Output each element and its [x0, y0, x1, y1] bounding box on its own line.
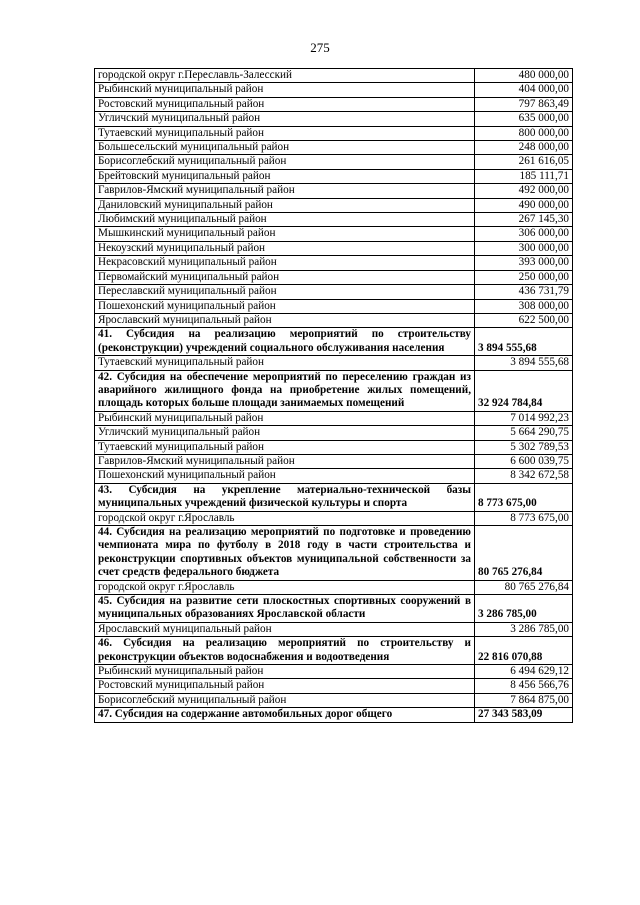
table-row	[95, 83, 573, 97]
district-amount: 308 000,00	[475, 299, 573, 313]
subsidy-total-amount: 3 286 785,00	[475, 595, 573, 623]
table-row	[95, 285, 573, 299]
district-amount: 3 286 785,00	[475, 622, 573, 636]
table-row	[95, 112, 573, 126]
district-name: Борисоглебский муниципальный район	[95, 693, 475, 707]
district-amount: 6 600 039,75	[475, 454, 573, 468]
district-name: Первомайский муниципальный район	[95, 270, 475, 284]
district-amount: 492 000,00	[475, 184, 573, 198]
table-row	[95, 126, 573, 140]
table-row	[95, 665, 573, 679]
subsidy-total-amount: 80 765 276,84	[475, 526, 573, 581]
table-row	[95, 679, 573, 693]
district-name: Угличский муниципальный район	[95, 112, 475, 126]
district-name: Рыбинский муниципальный район	[95, 665, 475, 679]
table-row	[95, 622, 573, 636]
table-row	[95, 440, 573, 454]
district-name: Даниловский муниципальный район	[95, 198, 475, 212]
district-amount: 300 000,00	[475, 241, 573, 255]
table-row	[95, 241, 573, 255]
district-name: Борисоглебский муниципальный район	[95, 155, 475, 169]
district-name: Пошехонский муниципальный район	[95, 469, 475, 483]
subsidy-total-amount: 22 816 070,88	[475, 637, 573, 665]
district-name: Тутаевский муниципальный район	[95, 440, 475, 454]
district-amount: 7 864 875,00	[475, 693, 573, 707]
subsidy-title: 47. Субсидия на содержание автомобильных дорог общего	[95, 708, 475, 722]
subsidy-header-row	[95, 483, 573, 511]
table-row	[95, 141, 573, 155]
district-amount: 404 000,00	[475, 83, 573, 97]
district-amount: 8 773 675,00	[475, 511, 573, 525]
district-amount: 800 000,00	[475, 126, 573, 140]
table-row	[95, 356, 573, 370]
district-name: Любимский муниципальный район	[95, 213, 475, 227]
subsidy-total-amount: 32 924 784,84	[475, 370, 573, 411]
district-amount: 250 000,00	[475, 270, 573, 284]
district-amount: 261 616,05	[475, 155, 573, 169]
subsidy-title: 41. Субсидия на реализацию мероприятий по строительству (реконструкции) учреждений социального обслуживания населения	[95, 328, 475, 356]
subsidy-header-row	[95, 708, 573, 722]
district-name: Брейтовский муниципальный район	[95, 169, 475, 183]
table-row	[95, 454, 573, 468]
table-row	[95, 155, 573, 169]
subsidy-title: 42. Субсидия на обеспечение мероприятий по переселению граждан из аварийного жилищного фонда на приобретение жилых помещений, площадь которых больше площади занимаемых помещений	[95, 370, 475, 411]
subsidy-header-row	[95, 595, 573, 623]
subsidy-title: 45. Субсидия на развитие сети плоскостных спортивных сооружений в муниципальных образованиях Ярославской области	[95, 595, 475, 623]
table-row	[95, 198, 573, 212]
district-amount: 248 000,00	[475, 141, 573, 155]
district-name: городской округ г.Ярославль	[95, 580, 475, 594]
district-name: Гаврилов-Ямский муниципальный район	[95, 184, 475, 198]
subsidy-title: 46. Субсидия на реализацию мероприятий по строительству и реконструкции объектов водоснабжения и водоотведения	[95, 637, 475, 665]
district-name: Тутаевский муниципальный район	[95, 126, 475, 140]
subsidy-header-row	[95, 328, 573, 356]
page-number: 275	[310, 40, 330, 55]
subsidy-header-row	[95, 637, 573, 665]
table-row	[95, 256, 573, 270]
table-row	[95, 169, 573, 183]
table-row	[95, 469, 573, 483]
district-amount: 797 863,49	[475, 97, 573, 111]
table-row	[95, 313, 573, 327]
district-name: Рыбинский муниципальный район	[95, 83, 475, 97]
district-name: Угличский муниципальный район	[95, 426, 475, 440]
district-name: Ярославский муниципальный район	[95, 622, 475, 636]
district-name: городской округ г.Ярославль	[95, 511, 475, 525]
district-amount: 393 000,00	[475, 256, 573, 270]
district-amount: 5 302 789,53	[475, 440, 573, 454]
district-amount: 635 000,00	[475, 112, 573, 126]
district-amount: 6 494 629,12	[475, 665, 573, 679]
table-row	[95, 69, 573, 83]
district-name: Некрасовский муниципальный район	[95, 256, 475, 270]
district-amount: 7 014 992,23	[475, 411, 573, 425]
subsidy-header-row	[95, 370, 573, 411]
table-row	[95, 270, 573, 284]
subsidy-header-row	[95, 526, 573, 581]
table-row	[95, 693, 573, 707]
table-row	[95, 299, 573, 313]
table-row	[95, 184, 573, 198]
subsidy-title: 44. Субсидия на реализацию мероприятий по подготовке и проведению чемпионата мира по футболу в 2018 году в части строительства и реконструкции спортивных объектов муниципальной собственности за счет средств федерального бюджета	[95, 526, 475, 581]
district-name: Ростовский муниципальный район	[95, 97, 475, 111]
table-row	[95, 227, 573, 241]
district-name: Тутаевский муниципальный район	[95, 356, 475, 370]
district-amount: 436 731,79	[475, 285, 573, 299]
district-name: Некоузский муниципальный район	[95, 241, 475, 255]
district-name: Гаврилов-Ямский муниципальный район	[95, 454, 475, 468]
subsidy-total-amount: 8 773 675,00	[475, 483, 573, 511]
district-amount: 480 000,00	[475, 69, 573, 83]
district-name: Мышкинский муниципальный район	[95, 227, 475, 241]
district-amount: 267 145,30	[475, 213, 573, 227]
district-name: Пошехонский муниципальный район	[95, 299, 475, 313]
district-amount: 8 342 672,58	[475, 469, 573, 483]
table-row	[95, 97, 573, 111]
subsidy-title: 43. Субсидия на укрепление материально-технической базы муниципальных учреждений физической культуры и спорта	[95, 483, 475, 511]
subsidy-total-amount: 27 343 583,09	[475, 708, 573, 722]
district-amount: 185 111,71	[475, 169, 573, 183]
district-amount: 5 664 290,75	[475, 426, 573, 440]
district-name: Ростовский муниципальный район	[95, 679, 475, 693]
subsidy-total-amount: 3 894 555,68	[475, 328, 573, 356]
district-name: Ярославский муниципальный район	[95, 313, 475, 327]
subsidy-table	[94, 68, 573, 723]
district-amount: 80 765 276,84	[475, 580, 573, 594]
district-name: Большесельский муниципальный район	[95, 141, 475, 155]
district-amount: 306 000,00	[475, 227, 573, 241]
table-row	[95, 511, 573, 525]
table-row	[95, 580, 573, 594]
district-name: Рыбинский муниципальный район	[95, 411, 475, 425]
district-name: городской округ г.Переславль-Залесский	[95, 69, 475, 83]
district-amount: 490 000,00	[475, 198, 573, 212]
table-row	[95, 426, 573, 440]
table-row	[95, 411, 573, 425]
district-amount: 8 456 566,76	[475, 679, 573, 693]
district-name: Переславский муниципальный район	[95, 285, 475, 299]
district-amount: 622 500,00	[475, 313, 573, 327]
district-amount: 3 894 555,68	[475, 356, 573, 370]
table-row	[95, 213, 573, 227]
